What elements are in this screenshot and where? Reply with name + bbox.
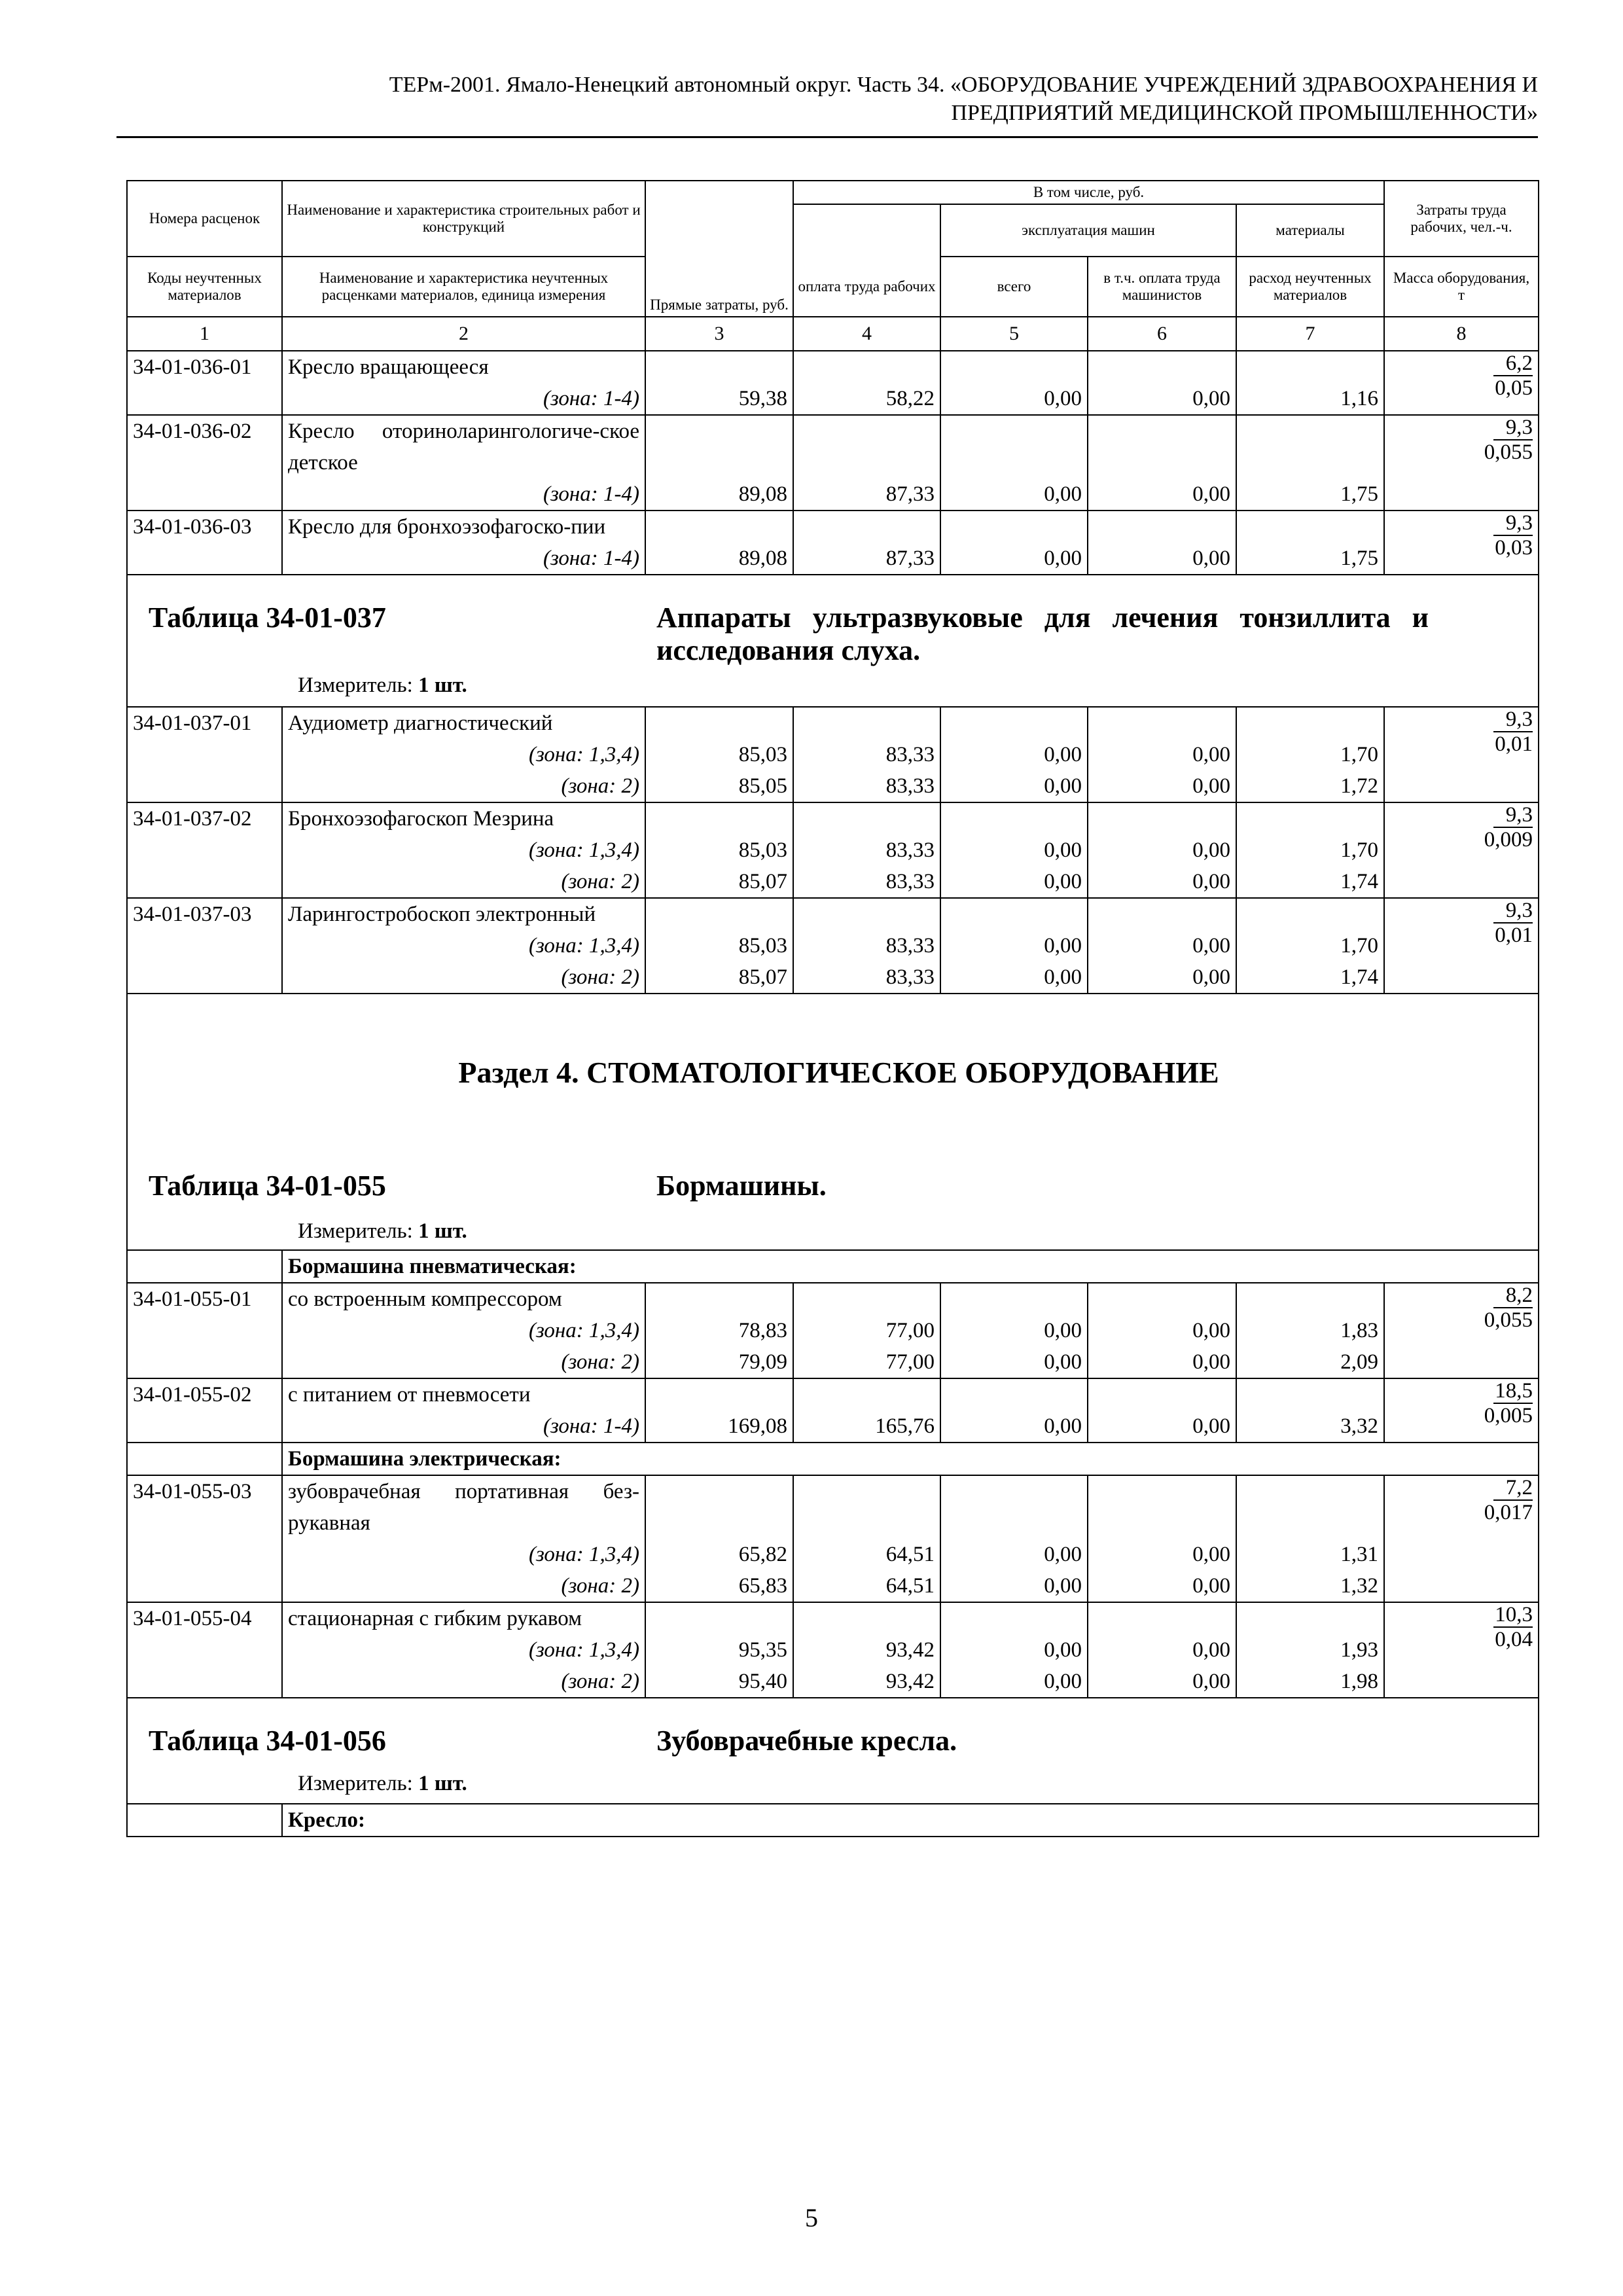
materials: 2,09 — [1236, 1346, 1384, 1378]
empty-cell — [1236, 707, 1384, 739]
rate-name: Бронхоэзофагоскоп Мезрина — [282, 802, 645, 834]
empty-cell — [793, 415, 940, 478]
machines-total: 0,00 — [940, 961, 1088, 994]
zone-row — [127, 1410, 1539, 1443]
empty-cell — [1236, 511, 1384, 543]
labor-value: 9,3 — [1493, 803, 1533, 828]
rate-name: Кресло вращающееся — [282, 351, 645, 383]
table-row — [127, 707, 1539, 739]
header-line-2: ПРЕДПРИЯТИЙ МЕДИЦИНСКОЙ ПРОМЫШЛЕННОСТИ» — [951, 101, 1538, 125]
table-055-title: Таблица 34-01-055 — [149, 1170, 386, 1202]
machinist-pay: 0,00 — [1088, 1570, 1236, 1602]
materials: 1,98 — [1236, 1666, 1384, 1698]
zone-row — [127, 930, 1539, 961]
machinist-pay: 0,00 — [1088, 770, 1236, 802]
rate-code: 34-01-037-01 — [127, 707, 282, 802]
machinist-pay: 0,00 — [1088, 1410, 1236, 1443]
worker-pay: 77,00 — [793, 1315, 940, 1346]
th-machinist-pay: в т.ч. оплата труда машинистов — [1088, 257, 1236, 317]
labor-mass — [1384, 1602, 1539, 1698]
zone-label: (зона: 1,3,4) — [282, 1539, 645, 1570]
labor-value: 9,3 — [1493, 511, 1533, 536]
machinist-pay: 0,00 — [1088, 866, 1236, 898]
direct-costs: 85,03 — [645, 834, 793, 866]
th-materials: материалы — [1236, 204, 1384, 257]
section-4-title: Раздел 4. СТОМАТОЛОГИЧЕСКОЕ ОБОРУДОВАНИЕ — [458, 1056, 1219, 1089]
direct-costs: 85,03 — [645, 739, 793, 770]
materials: 1,93 — [1236, 1634, 1384, 1666]
th-material-codes: Коды неучтенных материалов — [127, 257, 282, 317]
empty-cell — [1088, 707, 1236, 739]
worker-pay: 87,33 — [793, 478, 940, 511]
zone-row — [127, 1346, 1539, 1378]
section-4-heading — [127, 994, 1539, 1250]
direct-costs: 65,83 — [645, 1570, 793, 1602]
labor-mass — [1384, 707, 1539, 802]
table-row — [127, 511, 1539, 543]
empty-cell — [940, 1378, 1088, 1410]
machines-total: 0,00 — [940, 1539, 1088, 1570]
worker-pay: 83,33 — [793, 739, 940, 770]
machines-total: 0,00 — [940, 1634, 1088, 1666]
labor-mass — [1384, 351, 1539, 415]
table-header — [127, 181, 1539, 351]
materials: 3,32 — [1236, 1410, 1384, 1443]
direct-costs: 169,08 — [645, 1410, 793, 1443]
worker-pay: 93,42 — [793, 1634, 940, 1666]
empty-cell — [793, 802, 940, 834]
column-number: 4 — [793, 317, 940, 351]
empty-cell — [1236, 1475, 1384, 1539]
mass-value: 0,055 — [1484, 1308, 1533, 1332]
header-line-1: ТЕРм-2001. Ямало-Ненецкий автономный округ. Часть 34. «ОБОРУДОВАНИЕ УЧРЕЖДЕНИЙ ЗДРАВООХРАНЕНИЯ И — [389, 73, 1538, 97]
rate-name: Кресло оториноларингологиче-ское детское — [282, 415, 645, 478]
direct-costs: 78,83 — [645, 1315, 793, 1346]
worker-pay: 58,22 — [793, 383, 940, 415]
machines-total: 0,00 — [940, 383, 1088, 415]
rates-table — [126, 180, 1539, 1837]
machines-total: 0,00 — [940, 1346, 1088, 1378]
direct-costs: 95,40 — [645, 1666, 793, 1698]
column-numbers-row — [127, 317, 1539, 351]
table-056-description: Зубоврачебные кресла. — [656, 1725, 957, 1757]
mass-value: 0,03 — [1495, 536, 1533, 560]
worker-pay: 83,33 — [793, 866, 940, 898]
subheading-electric: Бормашина электрическая: — [282, 1443, 1539, 1475]
empty-cell — [1088, 898, 1236, 930]
zone-row — [127, 770, 1539, 802]
empty-cell — [1088, 1283, 1236, 1315]
direct-costs: 85,05 — [645, 770, 793, 802]
table-row — [127, 415, 1539, 478]
running-header — [116, 71, 1538, 138]
materials: 1,31 — [1236, 1539, 1384, 1570]
machinist-pay: 0,00 — [1088, 1634, 1236, 1666]
rate-code: 34-01-055-03 — [127, 1475, 282, 1602]
table-row — [127, 1602, 1539, 1634]
mass-value: 0,005 — [1484, 1404, 1533, 1427]
machines-total: 0,00 — [940, 770, 1088, 802]
th-machines: эксплуатация машин — [940, 204, 1236, 257]
materials: 1,74 — [1236, 961, 1384, 994]
zone-label: (зона: 2) — [282, 1666, 645, 1698]
table-row — [127, 802, 1539, 834]
labor-value: 7,2 — [1493, 1476, 1533, 1501]
empty-cell — [1088, 1378, 1236, 1410]
rate-name: Ларингостробоскоп электронный — [282, 898, 645, 930]
column-number: 2 — [282, 317, 645, 351]
th-rate-numbers: Номера расценок — [127, 181, 282, 257]
labor-mass — [1384, 511, 1539, 575]
rate-code: 34-01-055-02 — [127, 1378, 282, 1443]
zone-label: (зона: 1,3,4) — [282, 1634, 645, 1666]
machines-total: 0,00 — [940, 834, 1088, 866]
table-037-title: Таблица 34-01-037 — [149, 601, 386, 634]
rate-code: 34-01-055-01 — [127, 1283, 282, 1378]
zone-label: (зона: 2) — [282, 1570, 645, 1602]
labor-value: 18,5 — [1493, 1379, 1533, 1404]
mass-value: 0,01 — [1495, 924, 1533, 947]
worker-pay: 64,51 — [793, 1570, 940, 1602]
machinist-pay: 0,00 — [1088, 1315, 1236, 1346]
worker-pay: 87,33 — [793, 543, 940, 575]
table-037-heading — [127, 575, 1539, 707]
zone-label: (зона: 1,3,4) — [282, 834, 645, 866]
empty-cell — [645, 415, 793, 478]
materials: 1,72 — [1236, 770, 1384, 802]
rate-code: 34-01-037-03 — [127, 898, 282, 994]
th-work-name: Наименование и характеристика строительных работ и конструкций — [282, 181, 645, 257]
machinist-pay: 0,00 — [1088, 930, 1236, 961]
rate-name: Кресло для бронхоэзофагоско-пии — [282, 511, 645, 543]
table-row — [127, 1283, 1539, 1315]
worker-pay: 83,33 — [793, 930, 940, 961]
table-055-description: Бормашины. — [656, 1170, 827, 1202]
direct-costs: 59,38 — [645, 383, 793, 415]
table-row — [127, 1378, 1539, 1410]
zone-label: (зона: 1-4) — [282, 478, 645, 511]
empty-cell — [940, 415, 1088, 478]
worker-pay: 64,51 — [793, 1539, 940, 1570]
th-material-use: расход неучтенных материалов — [1236, 257, 1384, 317]
zone-label: (зона: 1-4) — [282, 383, 645, 415]
empty-cell — [645, 1378, 793, 1410]
empty-cell — [1088, 802, 1236, 834]
machinist-pay: 0,00 — [1088, 961, 1236, 994]
th-mass: Масса оборудования, т — [1384, 257, 1539, 317]
direct-costs: 79,09 — [645, 1346, 793, 1378]
column-number: 3 — [645, 317, 793, 351]
empty-cell — [1236, 1602, 1384, 1634]
machinist-pay: 0,00 — [1088, 1346, 1236, 1378]
zone-label: (зона: 2) — [282, 866, 645, 898]
empty-cell — [645, 802, 793, 834]
table-037-description: Аппараты ультразвуковые для лечения тонзиллита и исследования слуха. — [656, 601, 1429, 666]
materials: 1,75 — [1236, 543, 1384, 575]
table-056-measure: Измеритель: 1 шт. — [298, 1772, 467, 1795]
table-row — [127, 1475, 1539, 1539]
zone-label: (зона: 1-4) — [282, 1410, 645, 1443]
empty-cell — [940, 511, 1088, 543]
rate-code: 34-01-055-04 — [127, 1602, 282, 1698]
labor-value: 10,3 — [1493, 1603, 1533, 1628]
zone-row — [127, 543, 1539, 575]
labor-value: 8,2 — [1493, 1283, 1533, 1308]
labor-value: 9,3 — [1493, 708, 1533, 732]
th-material-names: Наименование и характеристика неучтенных расценками материалов, единица измерения — [282, 257, 645, 317]
empty-cell — [793, 707, 940, 739]
machines-total: 0,00 — [940, 930, 1088, 961]
zone-label: (зона: 2) — [282, 770, 645, 802]
mass-value: 0,01 — [1495, 732, 1533, 756]
labor-mass — [1384, 415, 1539, 511]
zone-row — [127, 1634, 1539, 1666]
zone-label: (зона: 2) — [282, 961, 645, 994]
zone-row — [127, 961, 1539, 994]
labor-mass — [1384, 1378, 1539, 1443]
empty-cell — [940, 802, 1088, 834]
zone-label: (зона: 1,3,4) — [282, 739, 645, 770]
direct-costs: 85,03 — [645, 930, 793, 961]
column-number: 6 — [1088, 317, 1236, 351]
empty-cell — [1236, 1283, 1384, 1315]
labor-value: 9,3 — [1493, 899, 1533, 924]
table-055-measure: Измеритель: 1 шт. — [298, 1219, 467, 1243]
empty-cell — [645, 1283, 793, 1315]
materials: 1,70 — [1236, 739, 1384, 770]
empty-cell — [793, 351, 940, 383]
materials: 1,75 — [1236, 478, 1384, 511]
column-number: 1 — [127, 317, 282, 351]
table-056-title: Таблица 34-01-056 — [149, 1725, 386, 1757]
direct-costs: 65,82 — [645, 1539, 793, 1570]
labor-mass — [1384, 1283, 1539, 1378]
machines-total: 0,00 — [940, 543, 1088, 575]
empty-cell — [940, 1602, 1088, 1634]
machinist-pay: 0,00 — [1088, 1666, 1236, 1698]
machinist-pay: 0,00 — [1088, 383, 1236, 415]
subheading-chair: Кресло: — [282, 1804, 1539, 1837]
worker-pay: 77,00 — [793, 1346, 940, 1378]
machines-total: 0,00 — [940, 1570, 1088, 1602]
empty-cell — [645, 1475, 793, 1539]
table-056-heading — [127, 1698, 1539, 1804]
empty-cell — [1088, 415, 1236, 478]
rate-name: зубоврачебная портативная без-рукавная — [282, 1475, 645, 1539]
table-row — [127, 898, 1539, 930]
empty-cell — [793, 1283, 940, 1315]
labor-mass — [1384, 898, 1539, 994]
zone-row — [127, 1315, 1539, 1346]
empty-cell — [1088, 351, 1236, 383]
labor-mass — [1384, 1475, 1539, 1602]
zone-row — [127, 478, 1539, 511]
mass-value: 0,05 — [1495, 376, 1533, 400]
direct-costs: 89,08 — [645, 478, 793, 511]
direct-costs: 95,35 — [645, 1634, 793, 1666]
empty-cell — [940, 1475, 1088, 1539]
empty-cell — [645, 511, 793, 543]
rate-name: Аудиометр диагностический — [282, 707, 645, 739]
mass-value: 0,04 — [1495, 1628, 1533, 1651]
empty-cell — [1236, 351, 1384, 383]
labor-value: 6,2 — [1493, 351, 1533, 376]
mass-value: 0,017 — [1484, 1501, 1533, 1524]
empty-cell — [793, 898, 940, 930]
materials: 1,70 — [1236, 930, 1384, 961]
worker-pay: 83,33 — [793, 770, 940, 802]
zone-row — [127, 1570, 1539, 1602]
machinist-pay: 0,00 — [1088, 1539, 1236, 1570]
labor-mass — [1384, 802, 1539, 898]
table-037-measure: Измеритель: 1 шт. — [298, 673, 467, 697]
rate-name: стационарная с гибким рукавом — [282, 1602, 645, 1634]
empty-cell — [940, 898, 1088, 930]
th-direct-costs: Прямые затраты, руб. — [645, 181, 793, 317]
machines-total: 0,00 — [940, 1666, 1088, 1698]
th-including: В том числе, руб. — [793, 181, 1384, 204]
empty-cell — [1088, 511, 1236, 543]
empty-cell — [1236, 802, 1384, 834]
machinist-pay: 0,00 — [1088, 739, 1236, 770]
empty-cell — [1236, 898, 1384, 930]
empty-cell — [1236, 415, 1384, 478]
empty-cell — [940, 351, 1088, 383]
materials: 1,16 — [1236, 383, 1384, 415]
page-number: 5 — [805, 2203, 818, 2233]
zone-row — [127, 383, 1539, 415]
materials: 1,83 — [1236, 1315, 1384, 1346]
rate-code: 34-01-036-02 — [127, 415, 282, 511]
materials: 1,70 — [1236, 834, 1384, 866]
empty-cell — [793, 1602, 940, 1634]
empty-cell — [793, 1378, 940, 1410]
empty-cell — [793, 1475, 940, 1539]
empty-cell — [940, 1283, 1088, 1315]
zone-row — [127, 834, 1539, 866]
rate-code: 34-01-036-03 — [127, 511, 282, 575]
column-number: 8 — [1384, 317, 1539, 351]
empty-cell — [793, 511, 940, 543]
labor-value: 9,3 — [1493, 416, 1533, 440]
empty-cell — [645, 1602, 793, 1634]
th-machines-total: всего — [940, 257, 1088, 317]
th-worker-pay: оплата труда рабочих — [793, 257, 940, 317]
machines-total: 0,00 — [940, 866, 1088, 898]
materials: 1,32 — [1236, 1570, 1384, 1602]
worker-pay: 93,42 — [793, 1666, 940, 1698]
table-row — [127, 351, 1539, 383]
machines-total: 0,00 — [940, 478, 1088, 511]
machines-total: 0,00 — [940, 1410, 1088, 1443]
zone-row — [127, 866, 1539, 898]
direct-costs: 85,07 — [645, 866, 793, 898]
worker-pay: 165,76 — [793, 1410, 940, 1443]
zone-row — [127, 1666, 1539, 1698]
column-number: 5 — [940, 317, 1088, 351]
rate-name: со встроенным компрессором — [282, 1283, 645, 1315]
rate-code: 34-01-037-02 — [127, 802, 282, 898]
empty-cell — [1088, 1475, 1236, 1539]
machinist-pay: 0,00 — [1088, 478, 1236, 511]
direct-costs: 89,08 — [645, 543, 793, 575]
zone-label: (зона: 2) — [282, 1346, 645, 1378]
machinist-pay: 0,00 — [1088, 834, 1236, 866]
zone-label: (зона: 1,3,4) — [282, 930, 645, 961]
empty-cell — [940, 707, 1088, 739]
zone-row — [127, 739, 1539, 770]
rate-name: с питанием от пневмосети — [282, 1378, 645, 1410]
subheading-pneumatic: Бормашина пневматическая: — [282, 1250, 1539, 1283]
empty-cell — [1088, 1602, 1236, 1634]
mass-value: 0,055 — [1484, 440, 1533, 464]
empty-cell — [1236, 1378, 1384, 1410]
rate-code: 34-01-036-01 — [127, 351, 282, 415]
zone-label: (зона: 1,3,4) — [282, 1315, 645, 1346]
worker-pay: 83,33 — [793, 834, 940, 866]
empty-cell — [645, 707, 793, 739]
mass-value: 0,009 — [1484, 828, 1533, 852]
column-number: 7 — [1236, 317, 1384, 351]
zone-row — [127, 1539, 1539, 1570]
machines-total: 0,00 — [940, 739, 1088, 770]
worker-pay: 83,33 — [793, 961, 940, 994]
direct-costs: 85,07 — [645, 961, 793, 994]
machinist-pay: 0,00 — [1088, 543, 1236, 575]
machines-total: 0,00 — [940, 1315, 1088, 1346]
th-labor: Затраты труда рабочих, чел.-ч. — [1384, 181, 1539, 257]
zone-label: (зона: 1-4) — [282, 543, 645, 575]
empty-cell — [645, 898, 793, 930]
empty-cell — [645, 351, 793, 383]
materials: 1,74 — [1236, 866, 1384, 898]
